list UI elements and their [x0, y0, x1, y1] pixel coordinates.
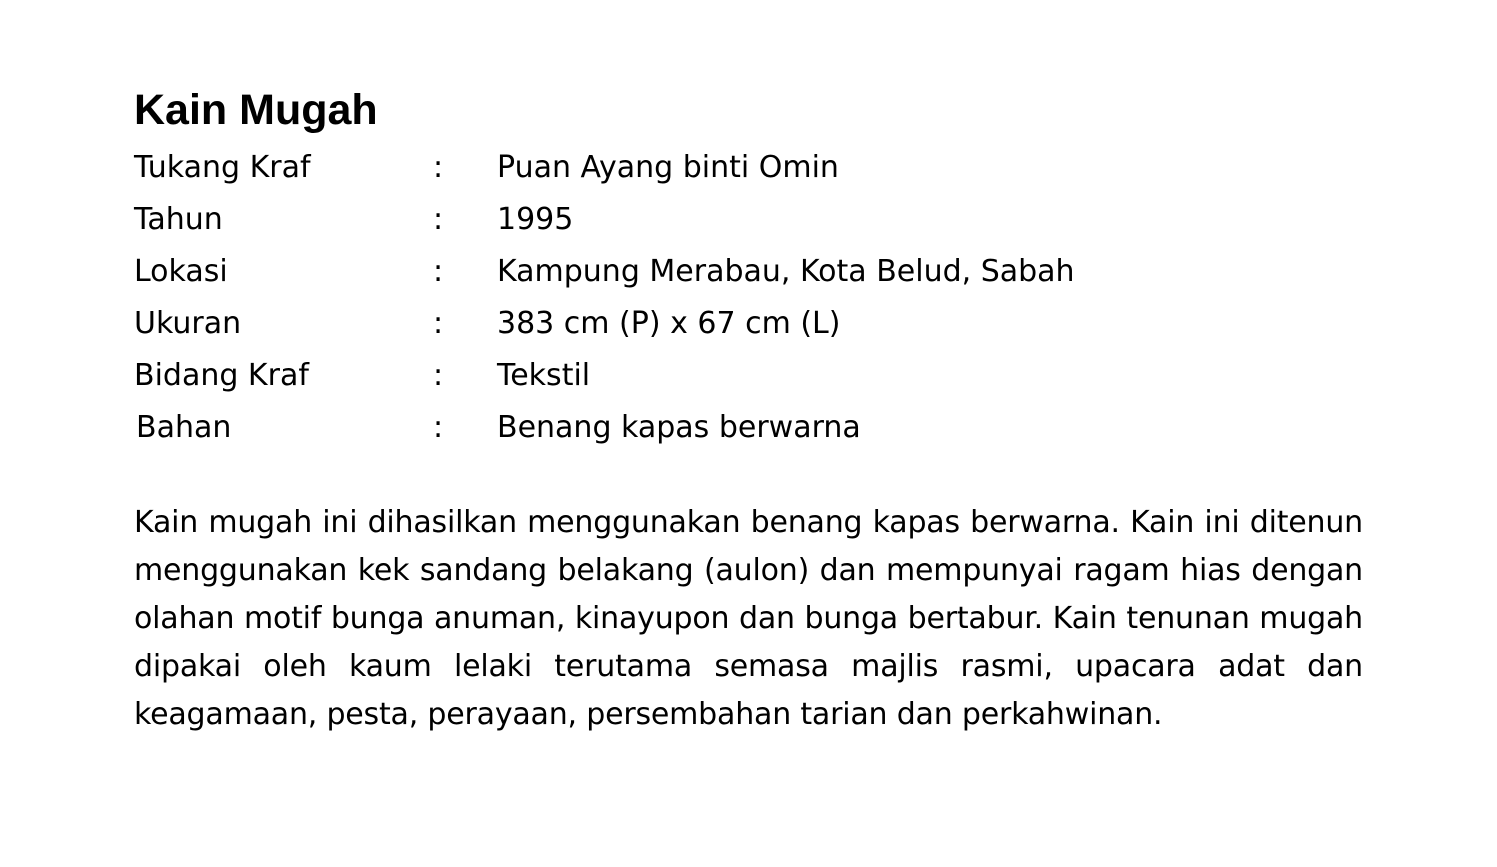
detail-value: Benang kapas berwarna	[497, 410, 861, 445]
detail-row-tahun	[134, 194, 1234, 246]
detail-label: Tukang Kraf	[134, 150, 311, 185]
detail-separator: :	[433, 202, 444, 237]
detail-label: Bahan	[136, 410, 232, 445]
page-title: Kain Mugah	[134, 86, 378, 134]
detail-row-lokasi	[134, 246, 1234, 298]
detail-separator: :	[433, 358, 444, 393]
detail-value: Kampung Merabau, Kota Belud, Sabah	[497, 254, 1075, 289]
detail-separator: :	[433, 306, 444, 341]
detail-value: Tekstil	[497, 358, 591, 393]
detail-separator: :	[433, 254, 444, 289]
detail-label: Ukuran	[134, 306, 242, 341]
detail-row-bidang-kraf	[134, 350, 1234, 402]
detail-label: Lokasi	[134, 254, 228, 289]
detail-row-tukang-kraf	[134, 142, 1234, 194]
detail-label: Tahun	[134, 202, 223, 237]
detail-row-bahan	[134, 402, 1234, 454]
detail-separator: :	[433, 410, 444, 445]
detail-value: Puan Ayang binti Omin	[497, 150, 839, 185]
description-paragraph: Kain mugah ini dihasilkan menggunakan benang kapas berwarna. Kain ini ditenun menggunakan kek sandang belakang (aulon) dan mempunyai ragam hias dengan olahan motif bunga anuman, kinayupon dan bunga bertabur. Kain tenunan mugah dipakai oleh kaum lelaki terutama semasa majlis rasmi, upacara adat dan keagamaan, pesta, perayaan, persembahan tarian dan perkahwinan.	[134, 505, 1363, 732]
detail-row-ukuran	[134, 298, 1234, 350]
detail-label: Bidang Kraf	[134, 358, 309, 393]
detail-separator: :	[433, 150, 444, 185]
detail-value: 1995	[497, 202, 574, 237]
details-list	[134, 142, 1234, 454]
detail-value: 383 cm (P) x 67 cm (L)	[497, 306, 841, 341]
